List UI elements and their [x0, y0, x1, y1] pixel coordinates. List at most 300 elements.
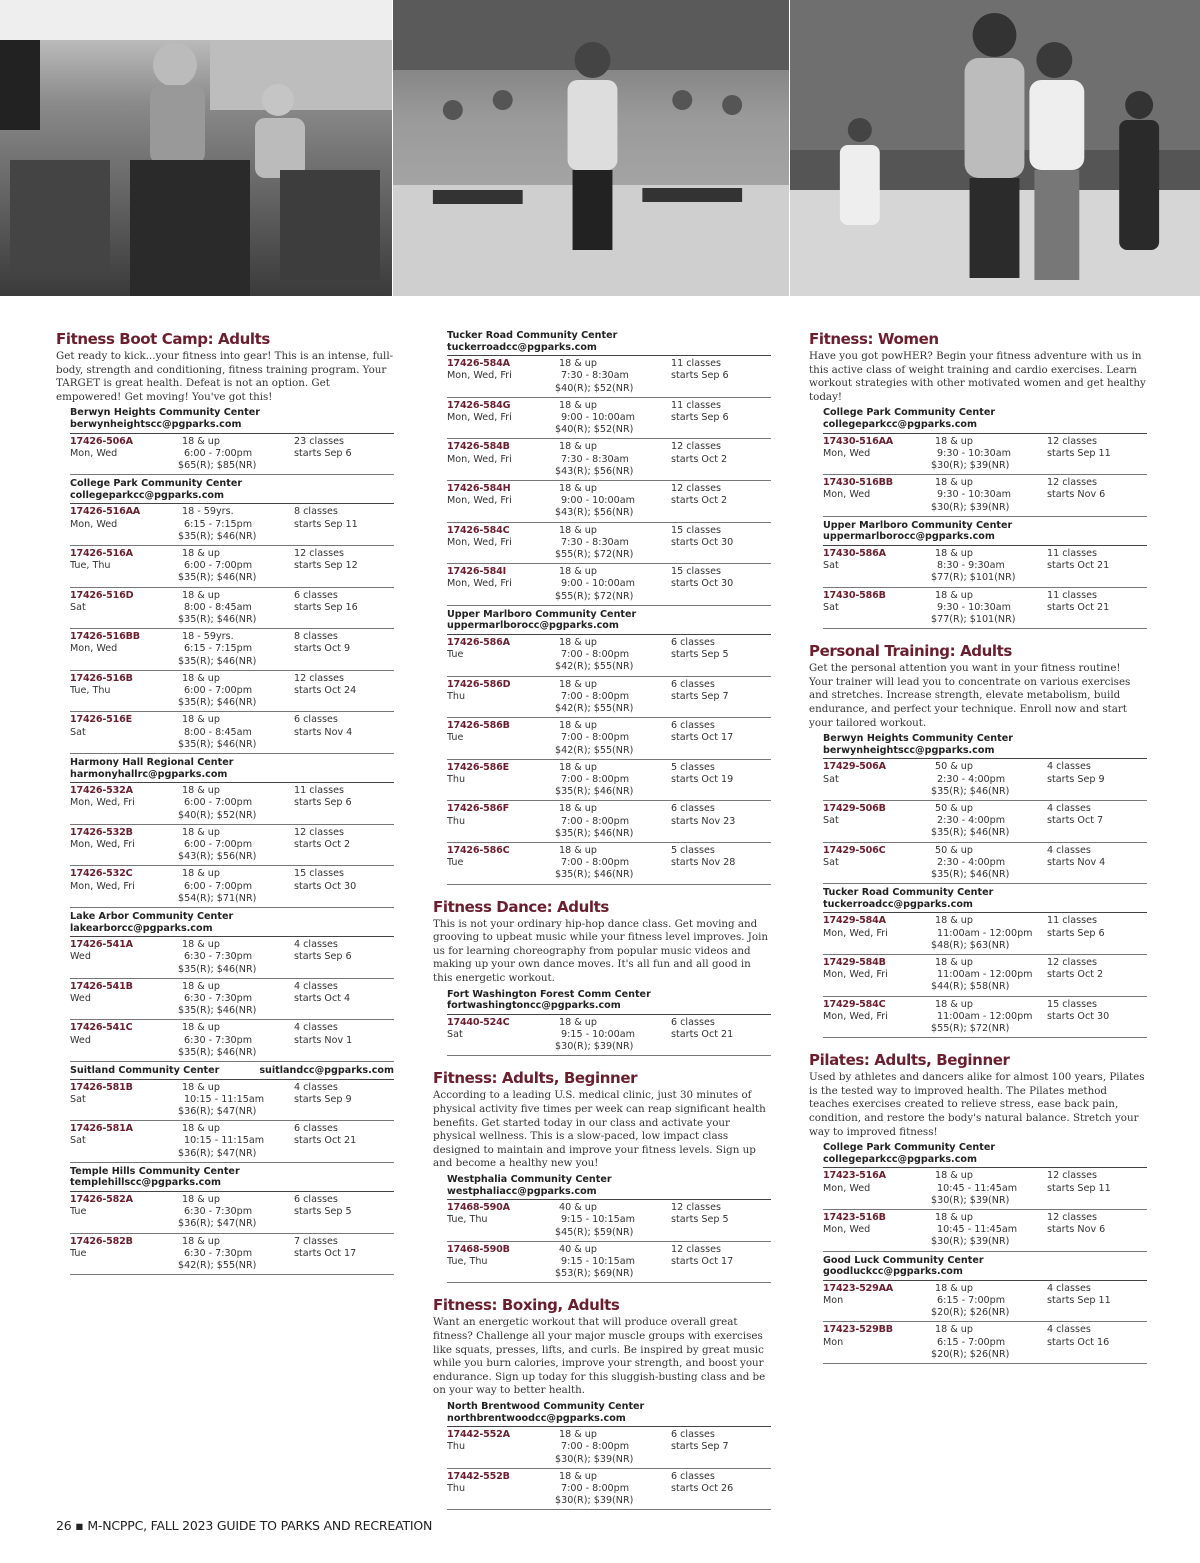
center-header: [447, 1401, 771, 1427]
column-3: [809, 327, 1147, 1376]
class-fee: $42(R); $55(NR): [178, 1260, 257, 1272]
class-code[interactable]: 17430-586B: [823, 589, 886, 601]
center-email[interactable]: fortwashingtoncc@pgparks.com: [447, 1000, 621, 1012]
center-email[interactable]: uppermarlborocc@pgparks.com: [447, 620, 619, 632]
class-age: 18 & up: [935, 998, 973, 1010]
class-fee: $35(R); $46(NR): [178, 963, 257, 975]
center-email[interactable]: northbrentwoodcc@pgparks.com: [447, 1412, 626, 1424]
class-fee: $65(R); $85(NR): [178, 459, 257, 471]
class-count: 4 classes: [294, 980, 338, 992]
class-count: 4 classes: [294, 939, 338, 951]
class-start-date: starts Sep 11: [294, 518, 358, 530]
class-listing-row: [70, 937, 394, 979]
class-time: 6:30 - 7:30pm: [184, 1247, 253, 1259]
community-center: [433, 609, 771, 885]
class-listing-row: [70, 1080, 394, 1122]
program-description: Get the personal attention you want in your fitness routine! Your trainer will lead you to concentrate on various exercises and stretches. Increase strength, elevate metabolism, build endurance, and perfect your technique. Enroll now and start your tailored workout.: [809, 662, 1131, 729]
class-fee: $30(R); $39(NR): [931, 1236, 1010, 1248]
center-email[interactable]: templehillscc@pgparks.com: [70, 1177, 221, 1189]
class-fee: $42(R); $55(NR): [555, 703, 634, 715]
class-count: 12 classes: [671, 441, 721, 453]
class-age: 18 & up: [935, 915, 973, 927]
class-code[interactable]: 17430-516AA: [823, 435, 894, 447]
class-age: 18 - 59yrs.: [182, 506, 234, 518]
community-center: [56, 1065, 394, 1163]
class-code[interactable]: 17426-581B: [70, 1081, 133, 1093]
class-age: 18 & up: [559, 1429, 597, 1441]
class-listing-row: [70, 712, 394, 754]
center-email[interactable]: lakearborcc@pgparks.com: [70, 922, 213, 934]
class-code[interactable]: 17423-529BB: [823, 1324, 893, 1336]
center-email[interactable]: westphaliacc@pgparks.com: [447, 1185, 597, 1197]
class-start-date: starts Sep 6: [294, 951, 352, 963]
class-age: 18 & up: [182, 1235, 220, 1247]
class-time: 6:30 - 7:30pm: [184, 951, 253, 963]
class-age: 18 & up: [559, 1016, 597, 1028]
class-start-date: starts Nov 28: [671, 857, 736, 869]
class-start-date: starts Sep 6: [671, 412, 729, 423]
class-age: 18 & up: [935, 435, 973, 447]
class-count: 5 classes: [671, 761, 715, 773]
class-age: 18 & up: [559, 803, 597, 815]
class-time: 10:45 - 11:45am: [937, 1182, 1018, 1194]
class-code[interactable]: 17426-584C: [447, 524, 510, 536]
class-code[interactable]: 17426-582B: [70, 1235, 133, 1247]
class-fee: $30(R); $39(NR): [555, 1495, 634, 1507]
class-count: 4 classes: [1047, 844, 1091, 856]
class-age: 18 & up: [935, 1282, 973, 1294]
center-email[interactable]: collegeparkcc@pgparks.com: [70, 489, 224, 501]
center-email[interactable]: tuckerroadcc@pgparks.com: [823, 898, 973, 910]
photo-strip: [0, 0, 1200, 296]
class-code[interactable]: 17426-532B: [70, 826, 133, 838]
class-days: Mon, Wed, Fri: [447, 370, 512, 382]
center-header: [823, 1255, 1147, 1281]
class-code[interactable]: 17426-586F: [447, 803, 509, 815]
class-code[interactable]: 17426-584I: [447, 566, 506, 578]
class-code[interactable]: 17442-552A: [447, 1429, 510, 1441]
community-center: [433, 330, 771, 606]
class-fee: $44(R); $58(NR): [931, 981, 1010, 993]
class-age: 18 & up: [559, 720, 597, 732]
class-start-date: starts Oct 2: [294, 839, 351, 851]
class-age: 18 & up: [935, 1324, 973, 1336]
class-age: 18 & up: [559, 1470, 597, 1482]
class-listing-row: [70, 1192, 394, 1234]
class-days: Sat: [70, 601, 86, 613]
class-code[interactable]: 17442-552B: [447, 1470, 510, 1482]
class-code[interactable]: 17426-586D: [447, 678, 511, 690]
class-age: 18 & up: [935, 477, 973, 489]
class-code[interactable]: 17426-541B: [70, 980, 133, 992]
center-email[interactable]: uppermarlborocc@pgparks.com: [823, 531, 995, 543]
center-email[interactable]: harmonyhallrc@pgparks.com: [70, 768, 228, 780]
center-email[interactable]: berwynheightscc@pgparks.com: [823, 744, 995, 756]
class-listing-row: [447, 1200, 771, 1242]
class-time: 7:00 - 8:00pm: [561, 815, 630, 827]
center-name: Westphalia Community Center: [447, 1174, 612, 1186]
class-count: 5 classes: [671, 845, 715, 857]
program-section: [809, 329, 1147, 629]
community-center: [433, 989, 771, 1057]
class-code[interactable]: 17426-582A: [70, 1194, 133, 1206]
center-header: [70, 478, 394, 504]
center-name: Suitland Community Center: [70, 1065, 220, 1077]
class-count: 12 classes: [294, 672, 344, 684]
program-title: Pilates: Adults, Beginner: [809, 1051, 1010, 1070]
class-count: 12 classes: [1047, 435, 1097, 447]
class-listing-row: [447, 356, 771, 398]
class-count: 12 classes: [1047, 956, 1097, 968]
class-start-date: starts Oct 9: [294, 643, 351, 655]
class-code[interactable]: 17426-584A: [447, 358, 510, 370]
class-start-date: starts Oct 4: [294, 993, 351, 1005]
class-start-date: starts Oct 19: [671, 774, 734, 786]
class-days: Thu: [447, 1441, 466, 1453]
page-footer: 26 ▪ M-NCPPC, FALL 2023 GUIDE TO PARKS AND RECREATION: [56, 1518, 433, 1533]
class-count: 6 classes: [294, 1123, 338, 1135]
class-count: 4 classes: [294, 1081, 338, 1093]
outdoor-dance-photo: [789, 0, 1200, 296]
center-name: North Brentwood Community Center: [447, 1400, 645, 1412]
class-count: 4 classes: [1047, 802, 1091, 814]
program-description: This is not your ordinary hip-hop dance class. Get moving and grooving to upbeat music while your fitness level improves. Join us for learning choreography from popular music videos and making up your own dance moves. It's all fun and all good in this energetic workout.: [433, 917, 769, 985]
class-start-date: starts Oct 2: [671, 495, 728, 507]
center-email[interactable]: goodluckcc@pgparks.com: [823, 1266, 963, 1278]
class-count: 15 classes: [1047, 998, 1097, 1010]
class-start-date: starts Sep 5: [294, 1206, 352, 1218]
center-email[interactable]: berwynheightscc@pgparks.com: [70, 418, 242, 430]
class-age: 18 & up: [559, 761, 597, 773]
community-center: [809, 407, 1147, 516]
class-count: 6 classes: [671, 637, 715, 649]
class-start-date: starts Sep 16: [294, 601, 358, 613]
class-code[interactable]: 17426-584H: [447, 483, 511, 495]
class-fee: $40(R); $52(NR): [178, 809, 257, 821]
class-time: 8:00 - 8:45am: [184, 726, 252, 738]
class-fee: $43(R); $56(NR): [555, 507, 634, 519]
class-days: Sat: [823, 856, 839, 868]
class-code[interactable]: 17423-516A: [823, 1170, 886, 1182]
class-listing-row: [823, 1281, 1147, 1323]
class-code[interactable]: 17426-584G: [447, 399, 511, 411]
class-listing-row: [823, 913, 1147, 955]
class-count: 12 classes: [671, 1202, 721, 1214]
column-1: [56, 327, 394, 1287]
class-count: 11 classes: [1047, 547, 1097, 559]
class-code[interactable]: 17429-584C: [823, 998, 886, 1010]
class-count: 6 classes: [671, 1470, 715, 1482]
class-time: 7:00 - 8:00pm: [561, 857, 630, 869]
class-days: Mon, Wed: [70, 518, 118, 530]
class-fee: $20(R); $26(NR): [931, 1348, 1010, 1360]
class-listing-row: [447, 760, 771, 802]
class-time: 7:00 - 8:00pm: [561, 732, 630, 744]
class-listing-row: [447, 398, 771, 440]
class-listing-row: [823, 801, 1147, 843]
class-listing-row: [447, 1242, 771, 1284]
class-fee: $55(R); $72(NR): [555, 549, 634, 561]
center-email[interactable]: suitlandcc@pgparks.com: [259, 1065, 394, 1077]
center-name: Berwyn Heights Community Center: [823, 733, 1013, 745]
class-fee: $35(R); $46(NR): [178, 572, 257, 584]
column-2: [433, 327, 771, 1522]
class-code[interactable]: 17468-590A: [447, 1202, 510, 1214]
class-code[interactable]: 17426-586E: [447, 761, 509, 773]
class-time: 7:00 - 8:00pm: [561, 690, 630, 702]
class-age: 18 & up: [182, 1123, 220, 1135]
center-name: Lake Arbor Community Center: [70, 911, 234, 923]
class-age: 40 & up: [559, 1202, 597, 1214]
class-age: 18 & up: [182, 714, 220, 726]
class-start-date: starts Oct 7: [1047, 815, 1104, 827]
class-listing-row: [823, 1322, 1147, 1364]
class-start-date: starts Nov 6: [1047, 489, 1106, 501]
class-count: 12 classes: [294, 547, 344, 559]
class-fee: $43(R); $56(NR): [555, 465, 634, 477]
class-count: 15 classes: [671, 524, 721, 536]
class-time: 6:30 - 7:30pm: [184, 993, 253, 1005]
class-count: 8 classes: [294, 506, 338, 518]
program-section: [433, 1295, 771, 1510]
class-code[interactable]: 17426-584B: [447, 441, 510, 453]
spin-class-photo: [0, 0, 392, 296]
class-time: 6:00 - 7:00pm: [184, 560, 253, 572]
class-age: 18 & up: [182, 868, 220, 880]
class-fee: $30(R); $39(NR): [931, 1194, 1010, 1206]
class-age: 18 & up: [559, 441, 597, 453]
class-days: Mon, Wed, Fri: [823, 1010, 888, 1022]
class-days: Mon, Wed, Fri: [70, 880, 135, 892]
class-time: 6:00 - 7:00pm: [184, 880, 253, 892]
class-days: Mon, Wed: [823, 489, 871, 501]
class-time: 9:15 - 10:00am: [561, 1029, 635, 1041]
class-start-date: starts Nov 1: [294, 1034, 353, 1046]
class-code[interactable]: 17468-590B: [447, 1243, 510, 1255]
class-fee: $35(R); $46(NR): [931, 868, 1010, 880]
class-time: 11:00am - 12:00pm: [937, 1010, 1033, 1022]
class-count: 4 classes: [1047, 761, 1091, 773]
community-center: [56, 407, 394, 475]
class-code[interactable]: 17426-541A: [70, 939, 133, 951]
class-age: 18 & up: [559, 524, 597, 536]
class-days: Sat: [823, 560, 839, 572]
class-fee: $35(R); $46(NR): [555, 869, 634, 881]
class-time: 10:15 - 11:15am: [184, 1135, 265, 1147]
class-listing-row: [823, 588, 1147, 630]
program-title: Personal Training: Adults: [809, 642, 1012, 661]
class-days: Wed: [70, 1034, 91, 1046]
class-fee: $35(R); $46(NR): [178, 530, 257, 542]
class-fee: $55(R); $72(NR): [555, 590, 634, 602]
class-start-date: starts Sep 11: [1047, 447, 1111, 459]
class-time: 8:30 - 9:30am: [937, 560, 1005, 572]
class-days: Tue: [70, 1206, 87, 1218]
class-start-date: starts Sep 6: [671, 370, 729, 382]
class-code[interactable]: 17426-532A: [70, 785, 133, 797]
class-age: 18 & up: [182, 672, 220, 684]
class-time: 7:00 - 8:00pm: [561, 649, 630, 661]
class-time: 7:30 - 8:30am: [561, 453, 629, 465]
class-code[interactable]: 17426-541C: [70, 1022, 133, 1034]
class-listing-row: [70, 866, 394, 908]
class-code[interactable]: 17423-529AA: [823, 1282, 894, 1294]
class-listing-row: [70, 588, 394, 630]
class-listing-row: [823, 434, 1147, 476]
class-age: 18 & up: [182, 435, 220, 447]
class-fee: $54(R); $71(NR): [178, 892, 257, 904]
step-aerobics-photo: [392, 0, 789, 296]
class-code[interactable]: 17426-586C: [447, 845, 510, 857]
class-time: 8:00 - 8:45am: [184, 601, 252, 613]
class-age: 18 & up: [182, 547, 220, 559]
class-days: Tue, Thu: [70, 685, 111, 696]
class-code[interactable]: 17426-586B: [447, 720, 510, 732]
class-code[interactable]: 17429-584A: [823, 915, 886, 927]
class-days: Mon, Wed, Fri: [447, 536, 512, 548]
center-header: [823, 733, 1147, 759]
center-email[interactable]: tuckerroadcc@pgparks.com: [447, 341, 597, 353]
class-code[interactable]: 17426-506A: [70, 435, 133, 447]
center-header: [70, 757, 394, 783]
class-days: Thu: [447, 815, 466, 827]
class-start-date: starts Oct 16: [1047, 1336, 1110, 1348]
center-header: [823, 887, 1147, 913]
class-start-date: starts Nov 23: [671, 815, 736, 827]
class-fee: $77(R); $101(NR): [931, 572, 1016, 584]
class-code[interactable]: 17426-586A: [447, 637, 510, 649]
class-start-date: starts Oct 30: [671, 536, 734, 548]
class-start-date: starts Sep 7: [671, 690, 729, 702]
class-count: 4 classes: [294, 1022, 338, 1034]
center-email[interactable]: collegeparkcc@pgparks.com: [823, 418, 977, 430]
class-fee: $30(R); $39(NR): [931, 501, 1010, 513]
class-code[interactable]: 17426-532C: [70, 868, 133, 880]
class-age: 18 & up: [559, 678, 597, 690]
class-fee: $35(R); $46(NR): [178, 655, 257, 667]
class-count: 6 classes: [671, 720, 715, 732]
community-center: [809, 520, 1147, 629]
class-listing-row: [823, 997, 1147, 1039]
center-name: Temple Hills Community Center: [70, 1165, 240, 1177]
program-section: [433, 330, 771, 885]
class-listing-row: [70, 783, 394, 825]
class-age: 18 & up: [182, 980, 220, 992]
class-listing-row: [70, 1234, 394, 1276]
class-age: 18 & up: [935, 547, 973, 559]
class-time: 7:30 - 8:30am: [561, 370, 629, 382]
center-header: [447, 609, 771, 635]
class-listing-row: [447, 523, 771, 565]
class-fee: $35(R); $46(NR): [178, 613, 257, 625]
class-count: 6 classes: [294, 589, 338, 601]
class-age: 18 & up: [559, 399, 597, 411]
class-listing-row: [447, 677, 771, 719]
class-count: 23 classes: [294, 435, 344, 447]
center-name: Tucker Road Community Center: [447, 330, 618, 341]
class-code[interactable]: 17429-506B: [823, 802, 886, 814]
class-code[interactable]: 17429-584B: [823, 956, 886, 968]
class-count: 12 classes: [1047, 1170, 1097, 1182]
class-time: 6:30 - 7:30pm: [184, 1034, 253, 1046]
class-days: Sat: [823, 773, 839, 785]
class-start-date: starts Sep 11: [1047, 1294, 1111, 1306]
class-start-date: starts Nov 4: [294, 726, 353, 738]
class-listing-row: [70, 1121, 394, 1163]
class-time: 11:00am - 12:00pm: [937, 927, 1033, 939]
class-days: Tue, Thu: [70, 560, 111, 572]
class-age: 18 & up: [935, 1170, 973, 1182]
class-count: 12 classes: [671, 1243, 721, 1255]
class-age: 18 & up: [182, 939, 220, 951]
class-fee: $45(R); $59(NR): [555, 1226, 634, 1238]
class-code[interactable]: 17426-516A: [70, 547, 133, 559]
class-listing-row: [447, 843, 771, 885]
class-days: Mon: [823, 1294, 844, 1306]
center-header: [70, 911, 394, 937]
class-time: 7:00 - 8:00pm: [561, 1482, 630, 1494]
program-description: Used by athletes and dancers alike for almost 100 years, Pilates is the tested way to improved health. The Pilates method teaches exercises created to relieve stress, ease back pain, condition, and restore the body's natural balance. Stretch your way to improved fitness!: [809, 1071, 1145, 1138]
class-time: 2:30 - 4:00pm: [937, 773, 1006, 785]
class-code[interactable]: 17423-516B: [823, 1211, 886, 1223]
class-code[interactable]: 17426-516E: [70, 714, 132, 726]
class-listing-row: [447, 564, 771, 606]
class-fee: $53(R); $69(NR): [555, 1268, 634, 1280]
center-header: [447, 330, 771, 356]
class-count: 12 classes: [1047, 477, 1097, 489]
community-center: [56, 1166, 394, 1275]
class-code[interactable]: 17426-516BB: [70, 631, 140, 643]
class-listing-row: [823, 955, 1147, 997]
center-email[interactable]: collegeparkcc@pgparks.com: [823, 1153, 977, 1165]
class-days: Mon, Wed: [823, 1224, 871, 1236]
class-time: 9:15 - 10:15am: [561, 1256, 635, 1268]
class-code[interactable]: 17430-586A: [823, 547, 886, 559]
class-code[interactable]: 17440-524C: [447, 1016, 510, 1028]
class-age: 18 & up: [935, 1211, 973, 1223]
class-listing-row: [447, 439, 771, 481]
class-count: 6 classes: [671, 678, 715, 690]
class-code[interactable]: 17426-516B: [70, 672, 133, 684]
center-header: [70, 1166, 394, 1192]
class-code[interactable]: 17426-516D: [70, 589, 134, 601]
center-header: [823, 1142, 1147, 1168]
class-code[interactable]: 17430-516BB: [823, 477, 893, 489]
class-days: Wed: [70, 951, 91, 963]
class-count: 4 classes: [1047, 1324, 1091, 1336]
class-count: 6 classes: [671, 1429, 715, 1441]
program-section: [809, 1050, 1147, 1364]
class-time: 9:15 - 10:15am: [561, 1214, 635, 1226]
class-age: 18 & up: [182, 1022, 220, 1034]
center-header: [70, 407, 394, 433]
class-code[interactable]: 17429-506A: [823, 761, 886, 773]
class-days: Sat: [70, 1093, 86, 1105]
center-header: [70, 1065, 394, 1080]
class-start-date: starts Nov 6: [1047, 1224, 1106, 1236]
class-count: 6 classes: [294, 1194, 338, 1206]
community-center: [56, 757, 394, 908]
class-count: 12 classes: [671, 483, 721, 495]
class-days: Tue: [70, 1247, 87, 1259]
class-fee: $48(R); $63(NR): [931, 939, 1010, 951]
class-code[interactable]: 17426-516AA: [70, 506, 141, 518]
class-time: 6:00 - 7:00pm: [184, 685, 253, 696]
community-center: [809, 1255, 1147, 1364]
class-code[interactable]: 17426-581A: [70, 1123, 133, 1135]
class-code[interactable]: 17429-506C: [823, 844, 886, 856]
class-count: 4 classes: [1047, 1282, 1091, 1294]
